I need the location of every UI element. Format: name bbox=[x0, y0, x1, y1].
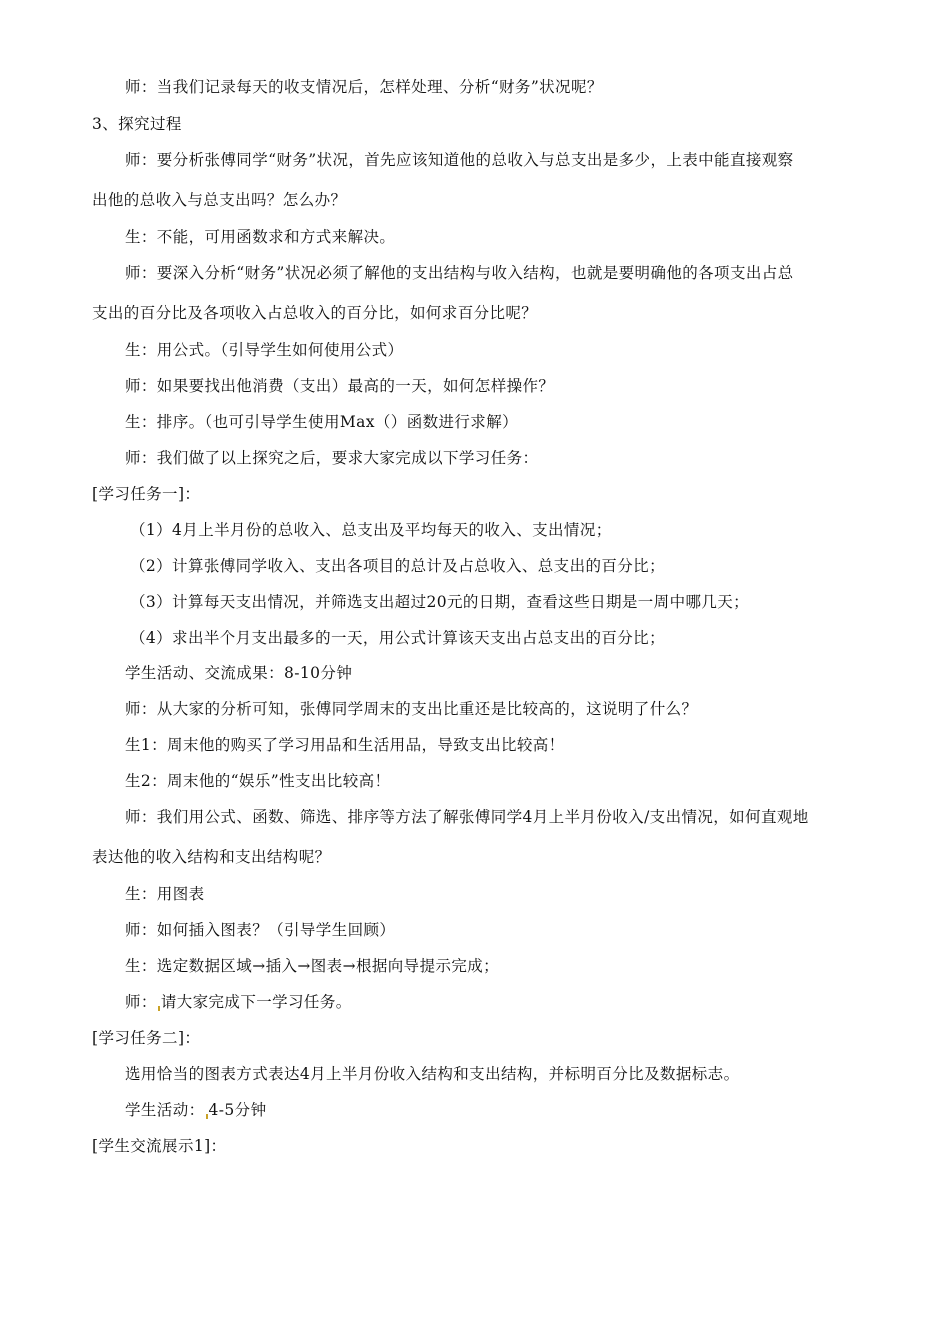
showcase-heading: [学生交流展示1]： bbox=[92, 1137, 227, 1155]
paragraph-line: 师：当我们记录每天的收支情况后，怎样处理、分析“财务”状况呢？ bbox=[125, 78, 603, 96]
paragraph-line bbox=[125, 992, 352, 1012]
paragraph-line: 师：如果要找出他消费（支出）最高的一天，如何怎样操作？ bbox=[125, 377, 555, 395]
line-text: 4-5分钟 bbox=[208, 1101, 267, 1119]
task-item: （1）4月上半月份的总收入、总支出及平均每天的收入、支出情况； bbox=[130, 521, 612, 539]
paragraph-line: 学生活动、交流成果：8-10分钟 bbox=[125, 664, 353, 682]
paragraph-line: 师：从大家的分析可知，张傅同学周末的支出比重还是比较高的，这说明了什么？ bbox=[125, 700, 698, 718]
paragraph-line: 生：用图表 bbox=[125, 885, 205, 903]
paragraph-line: 生：不能，可用函数求和方式来解决。 bbox=[125, 228, 396, 246]
task-heading: [学习任务一]： bbox=[92, 485, 201, 503]
paragraph-line: 师：我们用公式、函数、筛选、排序等方法了解张傅同学4月上半月份收入/支出情况，如何直观地 bbox=[125, 808, 809, 826]
paragraph-line: 师：如何插入图表？（引导学生回顾） bbox=[125, 921, 396, 939]
task-item: （3）计算每天支出情况，并筛选支出超过20元的日期，查看这些日期是一周中哪几天； bbox=[130, 593, 750, 611]
task-item: （2）计算张傅同学收入、支出各项目的总计及占总收入、总支出的百分比； bbox=[130, 557, 665, 575]
paragraph-line: 生2：周末他的“娱乐”性支出比较高！ bbox=[125, 772, 391, 790]
paragraph-line: 生：用公式。（引导学生如何使用公式） bbox=[125, 341, 404, 359]
line-label: 学生活动： bbox=[125, 1101, 205, 1119]
paragraph-line: 生：排序。（也可引导学生使用Max（）函数进行求解） bbox=[125, 413, 519, 431]
paragraph-line: 生：选定数据区域→插入→图表→根据向导提示完成； bbox=[125, 957, 500, 975]
paragraph-line: 选用恰当的图表方式表达4月上半月份收入结构和支出结构，并标明百分比及数据标志。 bbox=[125, 1065, 740, 1083]
paragraph-line: 表达他的收入结构和支出结构呢？ bbox=[92, 848, 331, 866]
cursor-mark bbox=[206, 1114, 208, 1119]
paragraph-line bbox=[125, 1100, 266, 1120]
paragraph-line: 师：要深入分析“财务”状况必须了解他的支出结构与收入结构，也就是要明确他的各项支出占总 bbox=[125, 264, 794, 282]
paragraph-line: 生1：周末他的购买了学习用品和生活用品，导致支出比较高！ bbox=[125, 736, 565, 754]
paragraph-line: 师：要分析张傅同学“财务”状况，首先应该知道他的总收入与总支出是多少，上表中能直接观察 bbox=[125, 151, 794, 169]
task-heading: [学习任务二]： bbox=[92, 1029, 201, 1047]
section-heading: 3、探究过程 bbox=[92, 115, 182, 133]
speaker-label: 师： bbox=[125, 993, 157, 1011]
task-item: （4）求出半个月支出最多的一天，用公式计算该天支出占总支出的百分比； bbox=[130, 629, 665, 647]
paragraph-line: 师：我们做了以上探究之后，要求大家完成以下学习任务： bbox=[125, 449, 539, 467]
paragraph-line: 出他的总收入与总支出吗？怎么办？ bbox=[92, 191, 347, 209]
line-text: 请大家完成下一学习任务。 bbox=[160, 993, 352, 1011]
paragraph-line: 支出的百分比及各项收入占总收入的百分比，如何求百分比呢？ bbox=[92, 304, 538, 322]
cursor-mark bbox=[158, 1006, 160, 1011]
